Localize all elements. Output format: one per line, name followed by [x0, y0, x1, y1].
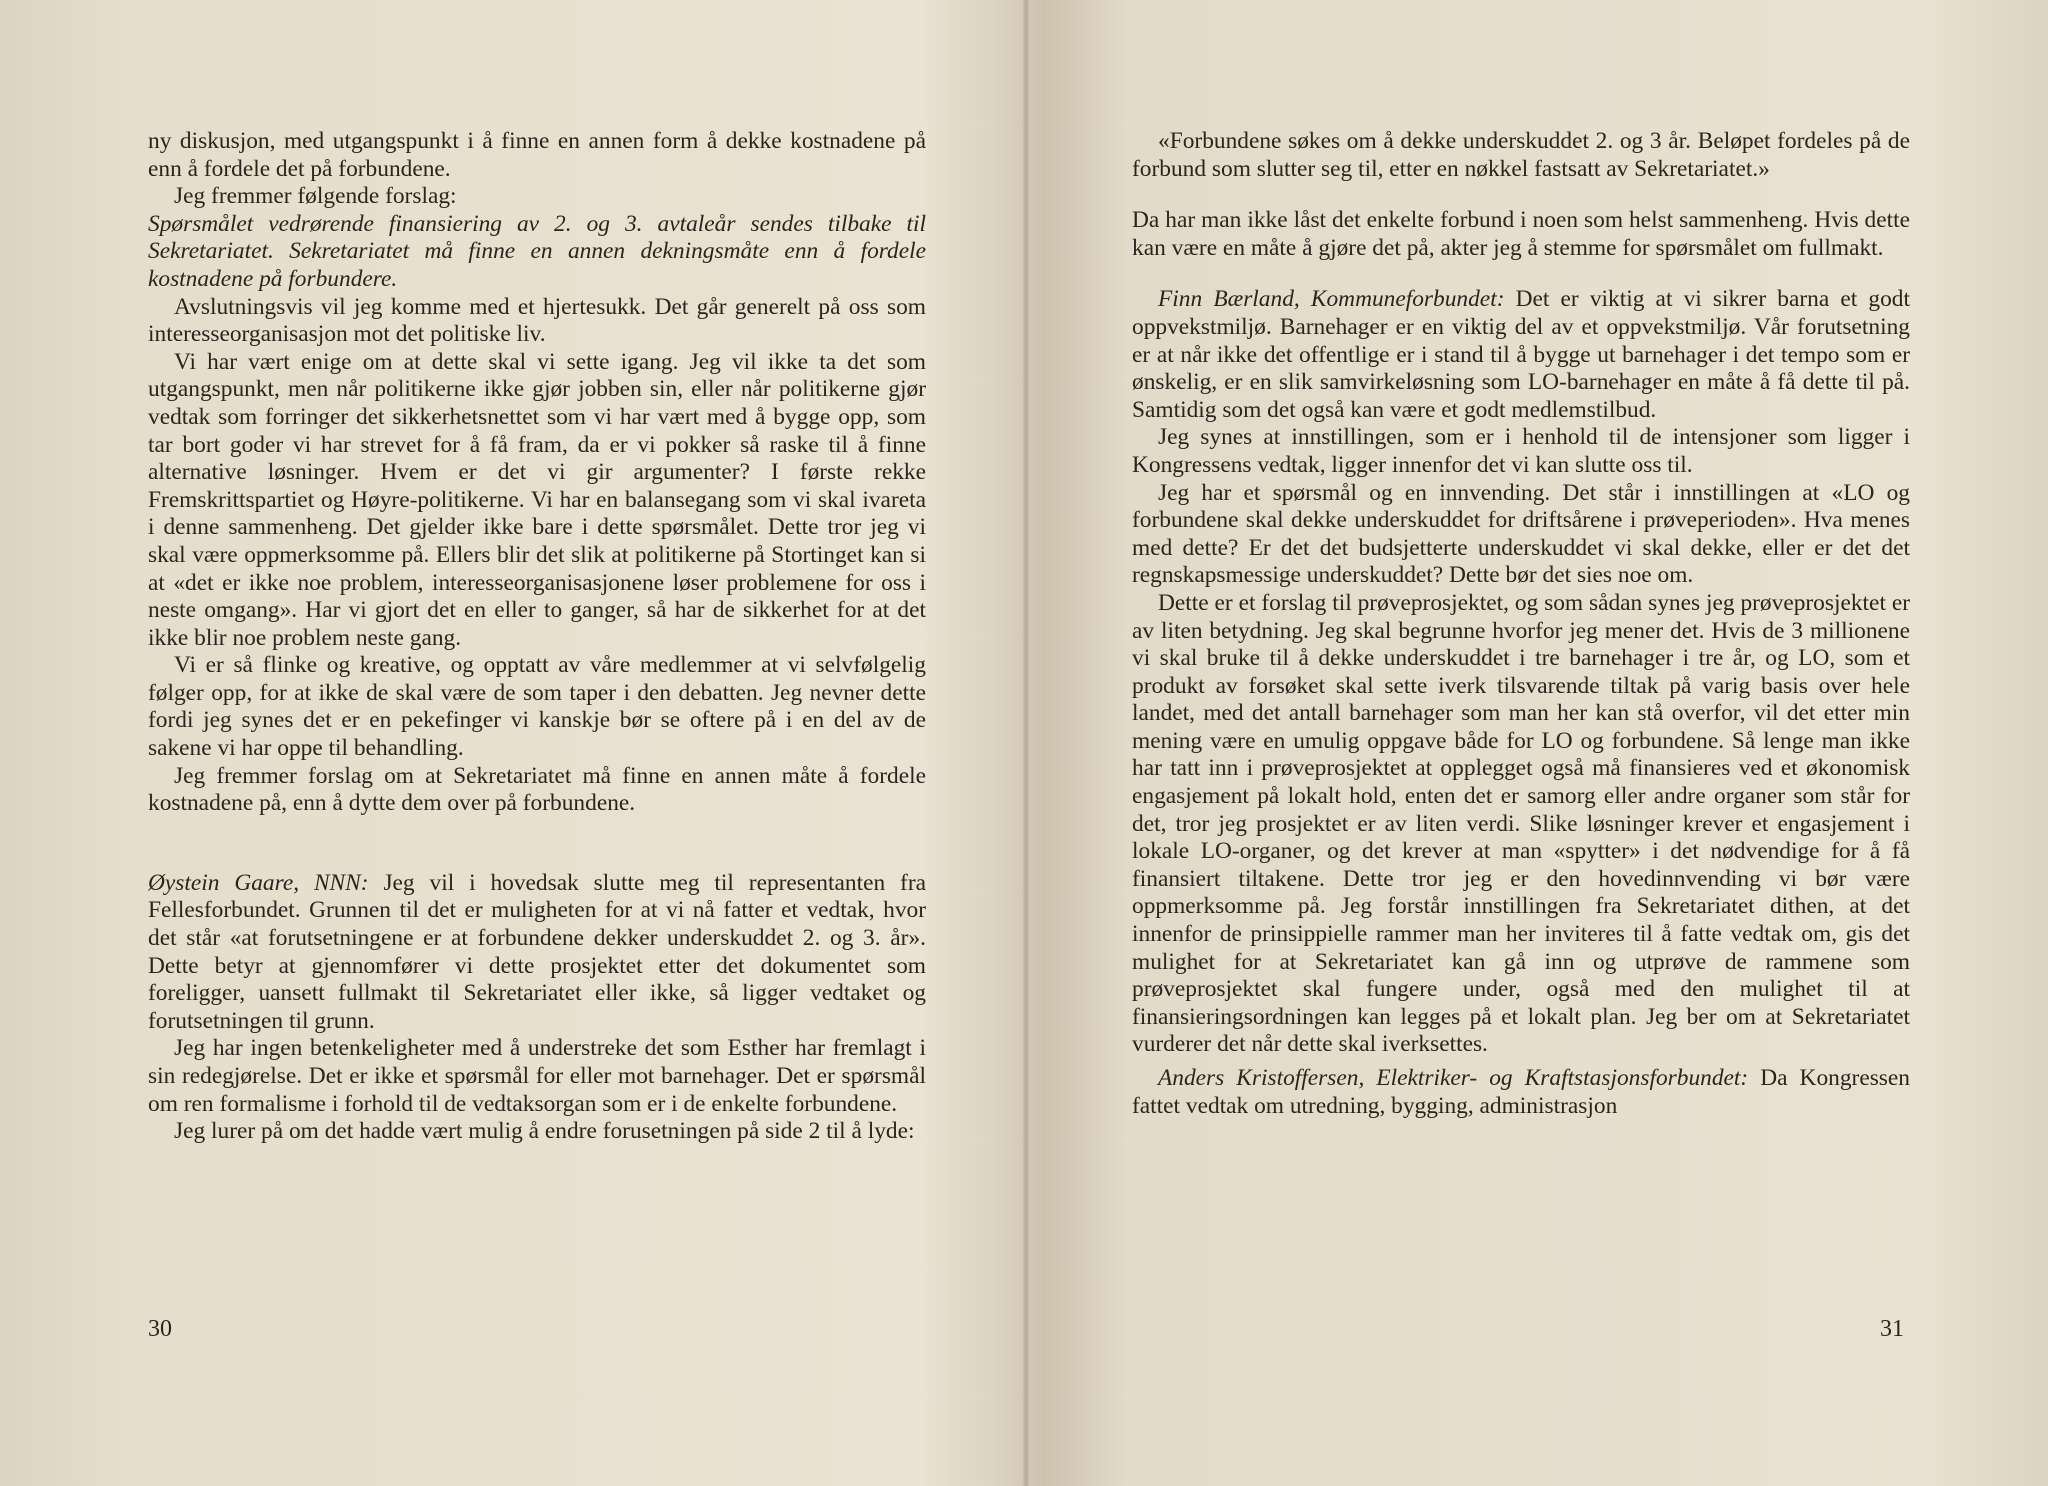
page-number: 31	[1880, 1316, 1904, 1342]
speech-text: Da Kongressen fattet vedtak om utredning, bygging, administrasjon	[1132, 1065, 1910, 1119]
speech-text: Det er viktig at vi sikrer barna et godt oppvekstmiljø. Barnehager er en viktig del av et oppvekstmiljø. Vår forutsetning er at når ikke det offentlige er i stand til å bygge ut barnehager i det tempo som er ønskelig, er en slik samvirkeløsning som LO-barnehager en måte å få dette til på. Samtidig som det også kan være et godt medlemstilbud.	[1132, 286, 1910, 423]
paragraph: Jeg har ingen betenkeligheter med å understreke det som Esther har fremlagt i sin redegjørelse. Det er ikke et spørsmål for eller mot barnehager. Det er spørsmål om ren formalisme i forhold til de vedtaksorgan som er i de enkelte forbundene.	[148, 1035, 926, 1117]
book-gutter	[1022, 0, 1030, 1486]
speaker-paragraph	[1132, 286, 1910, 424]
paragraph: Jeg fremmer forslag om at Sekretariatet må finne en annen måte å fordele kostnadene på, enn å dytte dem over på forbundene.	[148, 762, 926, 817]
speaker-paragraph	[1132, 1065, 1910, 1120]
paragraph: Jeg synes at innstillingen, som er i henhold til de intensjoner som ligger i Kongressens vedtak, ligger innenfor det vi kan slutte oss til.	[1132, 424, 1910, 478]
speaker-paragraph	[148, 870, 926, 1036]
paragraph: Avslutningsvis vil jeg komme med et hjertesukk. Det går generelt på oss som interesseorganisasjon mot det politiske liv.	[148, 293, 926, 348]
right-page	[1132, 128, 1910, 1120]
speech-text: Jeg vil i hovedsak slutte meg til representanten fra Fellesforbundet. Grunnen til det er muligheten for at vi nå fatter et vedtak, hvor det står «at forutsetningene er at forbundene dekker underskuddet 2. og 3. år». Dette betyr at gjennomfører vi dette prosjektet etter det dokumentet som foreligger, uansett fullmakt til Sekretariatet eller ikke, så ligger vedtaket og forutsetningen til grunn.	[148, 869, 926, 1034]
paragraph: Vi har vært enige om at dette skal vi sette igang. Jeg vil ikke ta det som utgangspunkt, men når politikerne ikke gjør jobben sin, eller når politikerne gjør vedtak som forringer det sikkerhetsnettet som vi har vært med å bygge opp, som tar bort goder vi har strevet for å få fram, da er vi pokker så raske til å finne alternative løsninger. Hvem er det vi gir argumenter? I første rekke Fremskrittspartiet og Høyre-politikerne. Vi har en balansegang som vi skal ivareta i denne sammenheng. Det gjelder ikke bare i dette spørsmålet. Dette tror jeg vi skal være oppmerksomme på. Ellers blir det slik at politikerne på Stortinget kan si at «det er ikke noe problem, interesseorganisasjonene løser problemene for oss i neste omgang». Har vi gjort det en eller to ganger, så har de sikkerhet for at det ikke blir noe problem neste gang.	[148, 348, 926, 651]
paragraph: Jeg har et spørsmål og en innvending. Det står i innstillingen at «LO og forbundene skal dekke underskuddet for driftsårene i prøveperioden». Hva menes med dette? Er det det budsjetterte underskuddet vi skal dekke, eller er det det regnskapsmessige underskuddet? Dette bør det sies noe om.	[1132, 479, 1910, 589]
paragraph: ny diskusjon, med utgangspunkt i å finne en annen form å dekke kostnadene på enn å fordele det på forbundene.	[148, 128, 926, 182]
paragraph: Vi er så flinke og kreative, og opptatt av våre medlemmer at vi selvfølgelig følger opp, for at ikke de skal være de som taper i den debatten. Jeg nevner dette fordi jeg synes det er en pekefinger vi kanskje bør se oftere på i en del av de sakene vi har oppe til behandling.	[148, 652, 926, 762]
quoted-proposal: «Forbundene søkes om å dekke underskuddet 2. og 3 år. Beløpet fordeles på de forbund som slutter seg til, etter en nøkkel fastsatt av Sekretariatet.»	[1132, 128, 1910, 182]
paragraph: Jeg fremmer følgende forslag:	[174, 183, 457, 210]
paragraph: Da har man ikke låst det enkelte forbund i noen som helst sammenheng. Hvis dette kan være en måte å gjøre det på, akter jeg å stemme for spørsmålet om fullmakt.	[1132, 207, 1910, 261]
paragraph: Dette er et forslag til prøveprosjektet, og som sådan synes jeg prøveprosjektet er av liten betydning. Jeg skal begrunne hvorfor jeg mener det. Hvis de 3 millionene vi skal bruke til å dekke underskuddet i tre barnehager i tre år, og LO, som et produkt av forsøket skal sette iverk tilsvarende tiltak på varig basis over hele landet, med det antall barnehager som man her kan stå overfor, vil det etter min mening være en umulig oppgave både for LO og forbundene. Så lenge man ikke har tatt inn i prøveprosjektet at opplegget også må finansieres ved et økonomisk engasjement på lokalt hold, enten det er samorg eller andre organer som står for det, tror jeg prosjektet er av liten verdi. Slike løsninger krever et engasjement i lokale LO-organer, og det krever at man «spytter» i det nødvendige for å få finansiert tiltakene. Dette tror jeg er den hovedinnvending vi bør være oppmerksomme på. Jeg forstår innstillingen fra Sekretariatet dithen, at det innenfor de prinsippielle rammer man her inviteres til å fatte vedtak om, gis det mulighet for at Sekretariatet kan gå inn og utprøve de rammene som prøveprosjektet skal fungere under, også med den mulighet til at finansieringsordningen kan legges på et lokalt plan. Jeg ber om at Sekretariatet vurderer det når dette skal iverksettes.	[1132, 589, 1910, 1058]
section-gap	[148, 818, 926, 870]
section-gap	[1132, 262, 1910, 286]
left-page	[148, 128, 926, 1146]
page-number: 30	[148, 1316, 172, 1342]
section-gap	[1132, 183, 1910, 207]
speaker-name: Finn Bærland, Kommuneforbundet:	[1158, 286, 1505, 313]
proposal-text: Spørsmålet vedrørende finansiering av 2. og 3. avtaleår sendes tilbake til Sekretariatet. Sekretariatet må finne en annen dekningsmåte enn å fordele kostnadene på forbundere.	[148, 210, 926, 292]
paragraph: Jeg lurer på om det hadde vært mulig å endre forusetningen på side 2 til å lyde:	[174, 1118, 915, 1145]
speaker-name: Øystein Gaare, NNN:	[148, 869, 369, 896]
speaker-name: Anders Kristoffersen, Elektriker- og Kraftstasjonsforbundet:	[1158, 1065, 1749, 1091]
